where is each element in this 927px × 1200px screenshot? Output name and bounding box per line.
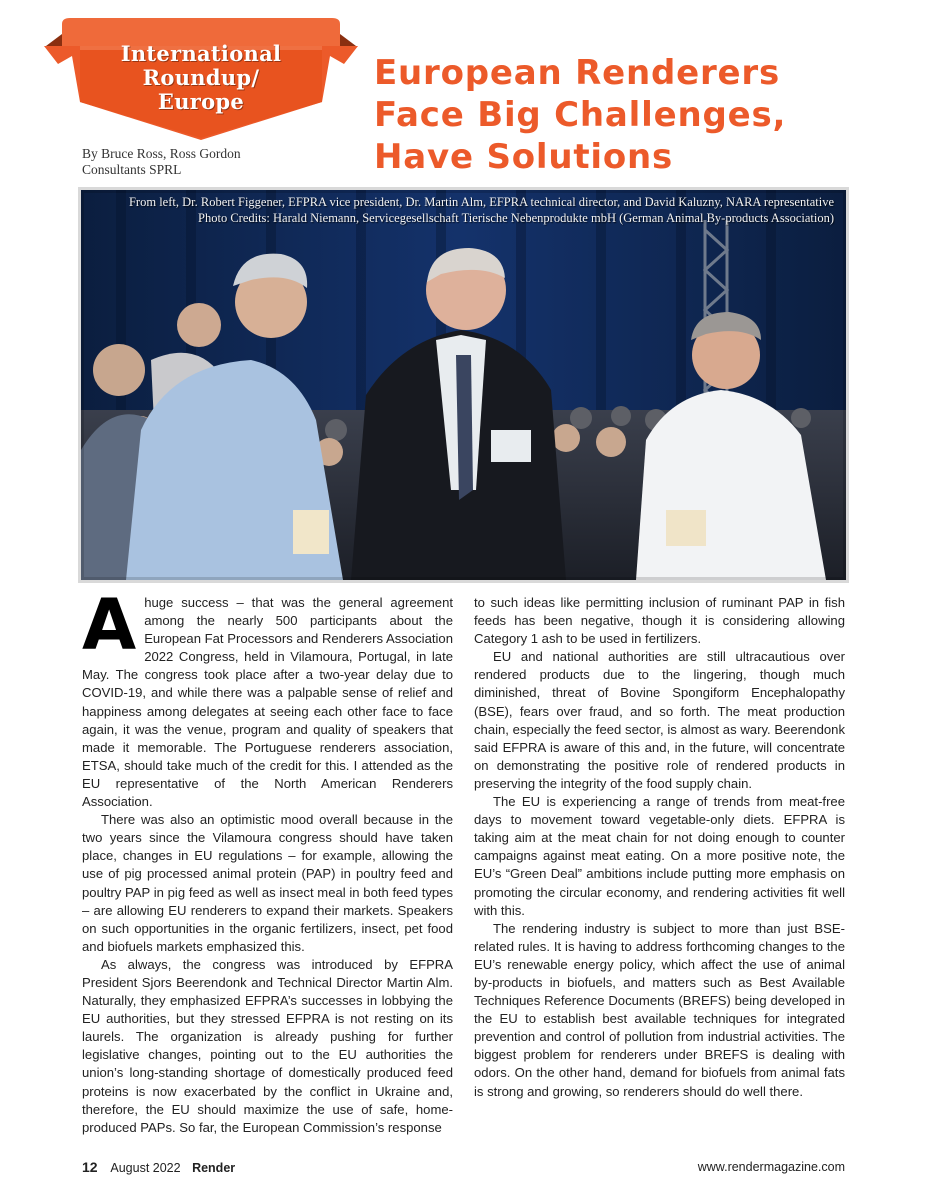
photo-caption-people: From left, Dr. Robert Figgener, EFPRA vice president, Dr. Martin Alm, EFPRA technical director, and David Kaluzny, NARA representative — [128, 195, 834, 209]
article-paragraph — [82, 584, 453, 811]
headline-line-2: Face Big Challenges, — [374, 95, 787, 135]
article-column-right — [474, 594, 845, 1126]
section-tab-label — [80, 42, 322, 114]
page-number: 12 — [82, 1159, 98, 1175]
byline — [82, 146, 342, 178]
photo-credit: Photo Credits: Harald Niemann, Servicegesellschaft Tierische Nebenprodukte mbH (German Animal By-products Association) — [198, 211, 834, 225]
article-paragraph: As always, the congress was introduced by EFPRA President Sjors Beerendonk and Technical Director Martin Alm. Naturally, they emphasized EFPRA’s successes in lobbying the EU authorities, but they stressed EFPRA is not resting on its laurels. The organization is already pushing for further legislative changes, pointing out to the EU authorities the union’s long-standing shortage of domestically produced feed proteins is now exacerbated by the conflict in Ukraine and, therefore, the EU should maximize the use of safe, home-produced PAPs. So far, the European Commission’s response — [82, 956, 453, 1135]
section-tab — [40, 16, 362, 140]
article-paragraph: The EU is experiencing a range of trends from meat-free days to movement toward vegetable-only diets. EFPRA is taking aim at the meat chain for not doing enough to counter campaigns against meat eating. On a more positive note, the EU’s “Green Deal” ambitions include putting more emphasis on promoting the circular economy, and rendering activities fit well with this. — [474, 794, 845, 918]
paragraph-text: huge success – that was the general agreement among the nearly 500 participants about the European Fat Processors and Renderers Association 2022 Congress, held in Vilamoura, Portugal, in late May. The congress took place after a two-year delay due to COVID-19, and while there was a palpable sense of relief and happiness among delegates at seeing each other face to face again, it was the venue, program and quality of speakers that made it memorable. The Portuguese renderers association, ETSA, should take much of the credit for this. I attended as the EU representative of the North American Renderers Association. — [82, 595, 453, 810]
article-paragraph: EU and national authorities are still ultracautious over rendered products due to the lingering, though much diminished, threat of Bovine Spongiform Encephalopathy (BSE), fears over fraud, and so forth. The meat production chain, especially the feed sector, is almost as wary. Beerendonk said EFPRA is aware of this and, in the future, will concentrate on demonstrating the positive role of rendered products in preserving the integrity of the food supply chain. — [474, 649, 845, 791]
website-link[interactable]: www.rendermagazine.com — [697, 1160, 845, 1174]
magazine-name: Render — [192, 1161, 236, 1175]
byline-author: By Bruce Ross, Ross Gordon — [82, 146, 241, 161]
section-tab-line-2: Roundup/ — [142, 65, 260, 90]
section-tab-line-3: Europe — [157, 89, 245, 114]
article-photo — [81, 190, 846, 580]
article-headline — [374, 52, 894, 178]
issue-date: August 2022 — [110, 1161, 181, 1175]
article-column-left — [82, 584, 453, 1135]
photo-caption — [129, 194, 834, 226]
section-tab-line-1: International — [120, 41, 282, 66]
page-footer — [82, 1159, 845, 1179]
headline-line-1: European Renderers — [374, 53, 781, 93]
byline-affiliation: Consultants SPRL — [82, 162, 182, 177]
article-paragraph: to such ideas like permitting inclusion of ruminant PAP in fish feeds has been negative, though it is considering allowing Category 1 ash to be used in fertilizers. — [474, 595, 845, 647]
photo-illustration — [81, 190, 846, 580]
article-paragraph: The rendering industry is subject to more than just BSE-related rules. It is having to address forthcoming changes to the EU’s renewable energy policy, which affect the use of animal by-products in biofuels, and matters such as Best Available Techniques Reference Documents (BREFS) being developed in the EU to establish best available techniques for integrated prevention and control of pollution from industrial activities. The biggest problem for renderers under BREFS is dealing with odors. On the other hand, demand for biofuels from animal fats is strong and growing, so renderers should do well there. — [474, 920, 845, 1099]
article-paragraph: There was also an optimistic mood overall because in the two years since the Vilamoura congress should have taken place, changes in EU regulations – for example, allowing the use of pig processed animal protein (PAP) in poultry feed and poultry PAP in pig feed as well as insect meal in both feed types – are allowing EU renderers to expand their markets. Speakers on such opportunities in the organic fertilizers, insect, pet food and biofuels markets emphasized this. — [82, 812, 453, 954]
headline-line-3: Have Solutions — [374, 137, 674, 177]
drop-cap: A — [82, 584, 137, 666]
